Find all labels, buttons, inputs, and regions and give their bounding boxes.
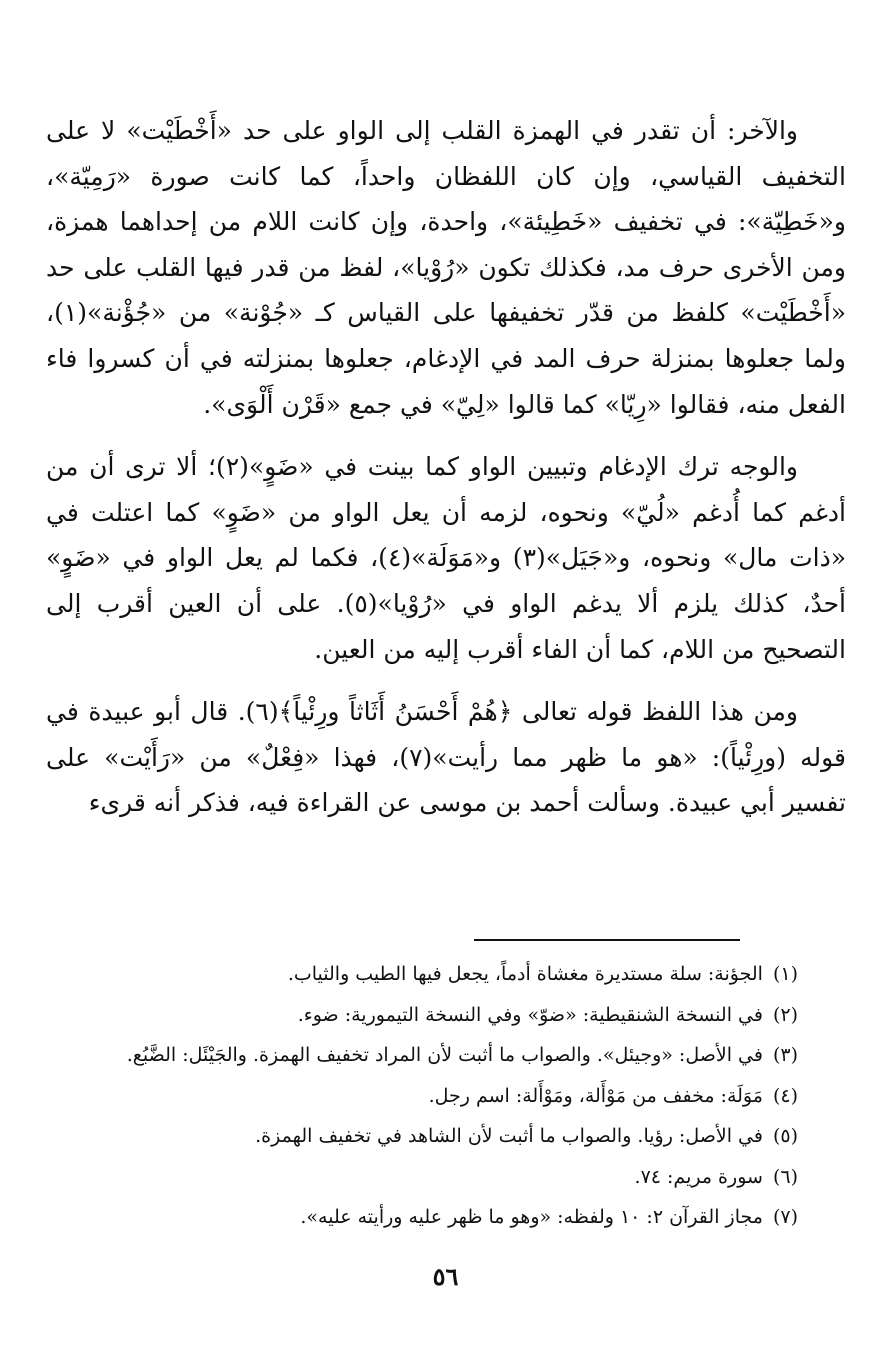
- footnote-number: (٢): [772, 1003, 798, 1026]
- paragraph-2: والوجه ترك الإدغام وتبيين الواو كما بينت في «ضَوٍ»(٢)؛ ألا ترى أن من أدغم كما أُدغم «لُيّ» ونحوه، لزمه أن يعل الواو من «ضَوٍ» كما اعتلت في «ذات مال» ونحوه، و«جَيَل»(٣) و«مَوَلَة»(٤)، فكما لم يعل الواو في «ضَوٍ» أحدٌ، كذلك يلزم ألا يدغم الواو في «رُوْيا»(٥). على أن العين أقرب إلى التصحيح من اللام، كما أن الفاء أقرب إليه من العين.: [46, 452, 847, 664]
- footnote-2: [46, 995, 798, 1036]
- footnote-separator: [474, 939, 740, 941]
- footnote-text: في الأصل: رؤيا. والصواب ما أثبت لأن الشاهد في تخفيف الهمزة.: [255, 1125, 763, 1147]
- footnote-number: (١): [772, 963, 798, 985]
- footnote-7: [46, 1197, 798, 1238]
- footnote-text: في الأصل: «وجيئل». والصواب ما أثبت لأن المراد تخفيف الهمزة. والجَيْئَل: الضَّبُع.: [126, 1044, 763, 1066]
- page-number: ٥٦: [432, 1262, 459, 1291]
- footnote-1: [46, 954, 798, 995]
- footnote-number: (٧): [772, 1206, 798, 1228]
- footnote-number: (٦): [772, 1165, 798, 1188]
- footnote-5: [46, 1116, 798, 1157]
- paragraph-1: والآخر: أن تقدر في الهمزة القلب إلى الواو على حد «أَخْطَيْت» لا على التخفيف القياسي، وإن كان اللفظان واحداً، كما كانت صورة «رَمِيّة»، و«خَطِيّة»: في تخفيف «خَطِيئة»، واحدة، وإن كانت اللام من إحداهما همزة، ومن الأخرى حرف مد، فكذلك تكون «رُوْيا»، لفظ من قدر فيها القلب على حد «أَخْطَيْت» كلفظ من قدّر تخفيفها على القياس كـ «جُوْنة» من «جُؤْنة»(١)، ولما جعلوها بمنزلة حرف المد في الإدغام، جعلوها بمنزلته في أن كسروا فاء الفعل منه، فقالوا «رِيّا» كما قالوا «لِيّ» في جمع «قَرْن أَلْوَى».: [46, 116, 846, 419]
- footnote-4: [46, 1076, 798, 1117]
- footnote-number: (٤): [772, 1084, 798, 1107]
- footnote-text: في النسخة الشنقيطية: «ضوّ» وفي النسخة التيمورية: ضوء.: [297, 1003, 763, 1026]
- footnote-6: [46, 1157, 798, 1198]
- footnote-3: [46, 1035, 798, 1076]
- footnote-text: مَوَلَة: مخفف من مَوْأَلة، ومَوْأَلة: اسم رجل.: [428, 1084, 763, 1107]
- footnote-text: الجؤنة: سلة مستديرة مغشاة أدماً، يجعل فيها الطيب والثياب.: [287, 963, 763, 985]
- paragraph-3: ومن هذا اللفظ قوله تعالى ﴿هُمْ أَحْسَنُ أَثَاثاً ورِئْياً﴾(٦). قال أبو عبيدة في قوله (ورِئْياً): «هو ما ظهر مما رأيت»(٧)، فهذا «فِعْلٌ» من «رَأَيْت» على تفسير أبي عبيدة. وسألت أحمد بن موسى عن القراءة فيه، فذكر أنه قرىء: [46, 697, 847, 818]
- footnotes: [46, 954, 798, 1238]
- main-text: [46, 108, 846, 826]
- footnote-text: سورة مريم: ٧٤.: [634, 1165, 763, 1188]
- footnote-text: مجاز القرآن ٢: ١٠ ولفظه: «وهو ما ظهر عليه ورأيته عليه».: [300, 1206, 763, 1228]
- footnote-number: (٣): [772, 1044, 798, 1066]
- footnote-number: (٥): [772, 1125, 798, 1147]
